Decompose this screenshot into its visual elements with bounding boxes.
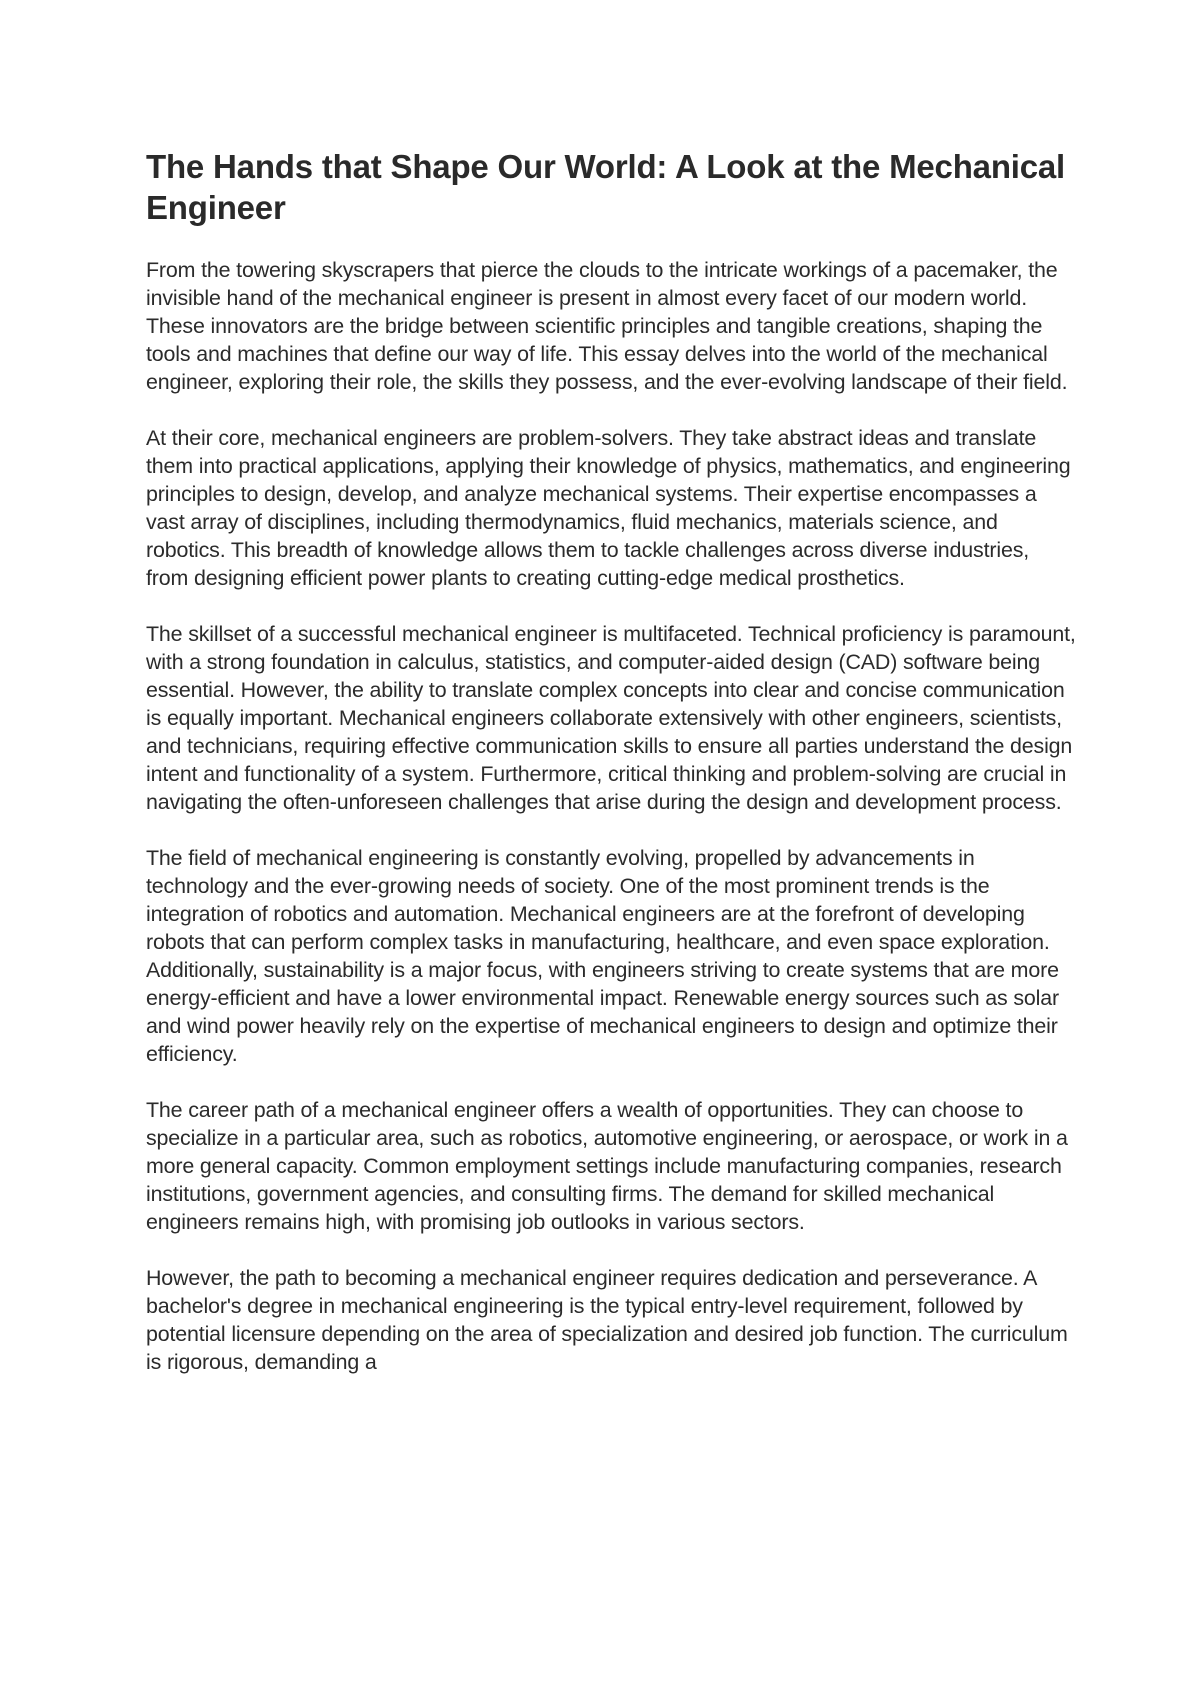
document-title: The Hands that Shape Our World: A Look at the Mechanical Engineer [146,148,1066,226]
paragraph-2: At their core, mechanical engineers are problem-solvers. They take abstract ideas and translate them into practical applications, applying their knowledge of physics, mathematics, and engineering principles to design, develop, and analyze mechanical systems. Their expertise encompasses a vast array of disciplines, including thermodynamics, fluid mechanics, materials science, and robotics. This breadth of knowledge allows them to tackle challenges across diverse industries, from designing efficient power plants to creating cutting-edge medical prosthetics. [146,426,1071,590]
paragraph-1: From the towering skyscrapers that pierce the clouds to the intricate workings of a pacemaker, the invisible hand of the mechanical engineer is present in almost every facet of our modern world. These innovators are the bridge between scientific principles and tangible creations, shaping the tools and machines that define our way of life. This essay delves into the world of the mechanical engineer, exploring their role, the skills they possess, and the ever-evolving landscape of their field. [146,258,1068,394]
paragraph-6: However, the path to becoming a mechanical engineer requires dedication and perseverance. A bachelor's degree in mechanical engineering is the typical entry-level requirement, followed by potential licensure depending on the area of specialization and desired job function. The curriculum is rigorous, demanding a [146,1266,1068,1374]
paragraph-4: The field of mechanical engineering is constantly evolving, propelled by advancements in technology and the ever-growing needs of society. One of the most prominent trends is the integration of robotics and automation. Mechanical engineers are at the forefront of developing robots that can perform complex tasks in manufacturing, healthcare, and even space exploration. Additionally, sustainability is a major focus, with engineers striving to create systems that are more energy-efficient and have a lower environmental impact. Renewable energy sources such as solar and wind power heavily rely on the expertise of mechanical engineers to design and optimize their efficiency. [146,846,1059,1066]
paragraph-5: The career path of a mechanical engineer offers a wealth of opportunities. They can choose to specialize in a particular area, such as robotics, automotive engineering, or aerospace, or work in a more general capacity. Common employment settings include manufacturing companies, research institutions, government agencies, and consulting firms. The demand for skilled mechanical engineers remains high, with promising job outlooks in various sectors. [146,1098,1068,1234]
document-page [146,146,1076,1376]
paragraph-3: The skillset of a successful mechanical engineer is multifaceted. Technical proficiency is paramount, with a strong foundation in calculus, statistics, and computer-aided design (CAD) software being essential. However, the ability to translate complex concepts into clear and concise communication is equally important. Mechanical engineers collaborate extensively with other engineers, scientists, and technicians, requiring effective communication skills to ensure all parties understand the design intent and functionality of a system. Furthermore, critical thinking and problem-solving are crucial in navigating the often-unforeseen challenges that arise during the design and development process. [146,622,1076,814]
